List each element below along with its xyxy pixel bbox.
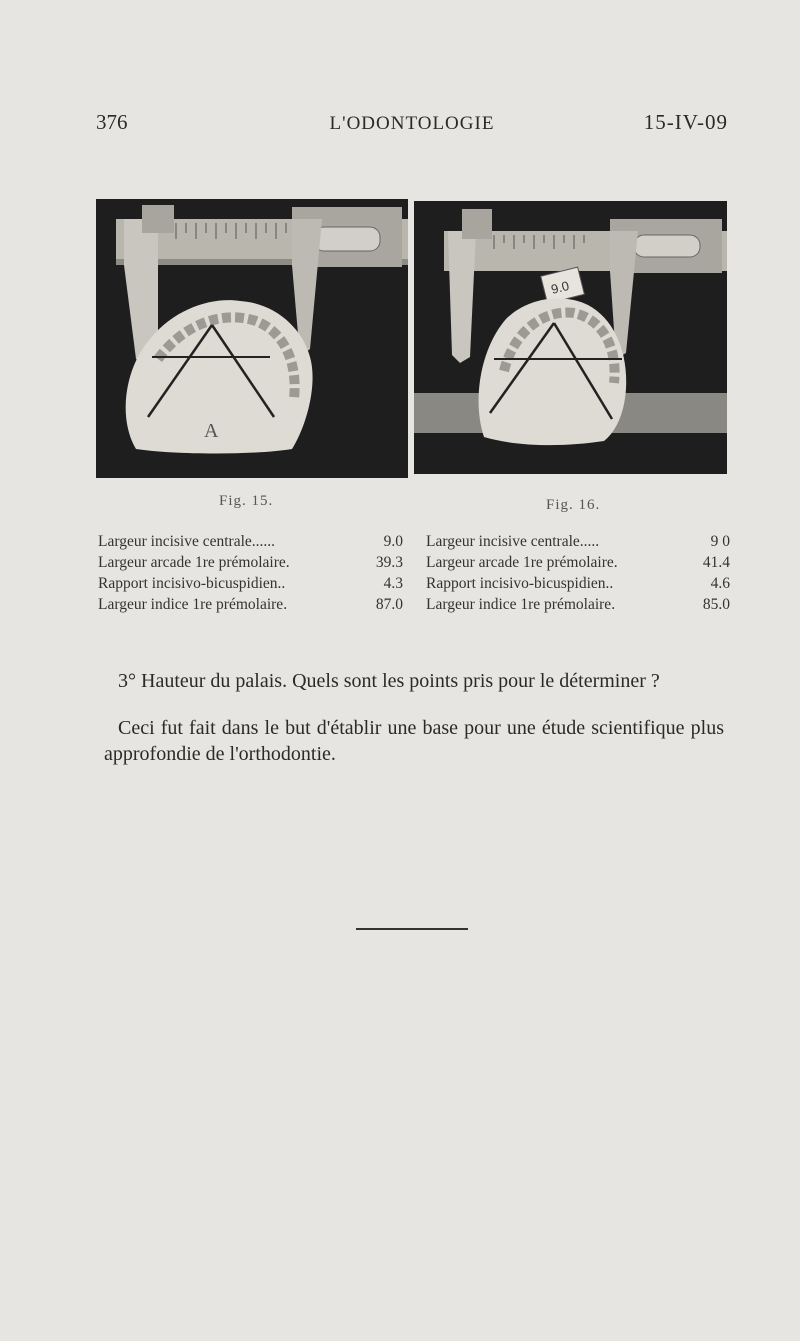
measurement-label: Largeur incisive centrale.....	[426, 533, 600, 550]
measurement-row	[98, 594, 403, 615]
measurement-row	[98, 552, 403, 573]
figure-15-caption: Fig. 15.	[219, 493, 274, 509]
issue-date: 15-IV-09	[643, 110, 728, 134]
card-label: 9.0	[549, 278, 571, 297]
measurement-label: Rapport incisivo-bicuspidien..	[98, 575, 286, 592]
measurement-row	[426, 573, 730, 594]
measurement-value: 9 0	[710, 533, 730, 550]
section-divider	[356, 928, 468, 930]
body-paragraph: 3° Hauteur du palais. Quels sont les points pris pour le déterminer ?	[118, 670, 660, 692]
measurement-value: 87.0	[375, 596, 403, 613]
measurement-label: Largeur arcade 1re prémolaire.	[426, 554, 618, 571]
measurement-label: Largeur incisive centrale......	[98, 533, 276, 550]
measurement-label: Largeur arcade 1re prémolaire.	[98, 554, 290, 571]
figure-15-photo	[96, 199, 408, 478]
figure-16-caption: Fig. 16.	[546, 497, 601, 513]
page-number: 376	[96, 110, 128, 134]
measurement-row	[98, 531, 403, 552]
measurement-row	[426, 594, 730, 615]
cast-letter: A	[204, 420, 219, 442]
journal-title: L'ODONTOLOGIE	[329, 113, 495, 134]
measurement-value: 41.4	[702, 554, 730, 571]
measurement-row	[426, 552, 730, 573]
measurement-value: 4.6	[710, 575, 730, 592]
measurement-value: 9.0	[383, 533, 403, 550]
figure-15-measurements	[98, 531, 403, 615]
measurement-row	[98, 573, 403, 594]
dental-cast-caliper-illustration	[96, 199, 408, 478]
figure-16-photo	[414, 201, 727, 474]
measurement-row	[426, 531, 730, 552]
running-header	[96, 110, 728, 140]
body-paragraph: Ceci fut fait dans le but d'établir une base pour une étude scientifique plus approfondie de l'orthodontie.	[104, 717, 724, 765]
measurement-value: 4.3	[383, 575, 403, 592]
measurement-value: 85.0	[702, 596, 730, 613]
measurement-label: Largeur indice 1re prémolaire.	[426, 596, 616, 613]
measurement-value: 39.3	[375, 554, 403, 571]
measurement-label: Largeur indice 1re prémolaire.	[98, 596, 288, 613]
figure-16-measurements	[426, 531, 730, 615]
measurement-label: Rapport incisivo-bicuspidien..	[426, 575, 614, 592]
dental-cast-caliper-illustration	[414, 201, 727, 474]
